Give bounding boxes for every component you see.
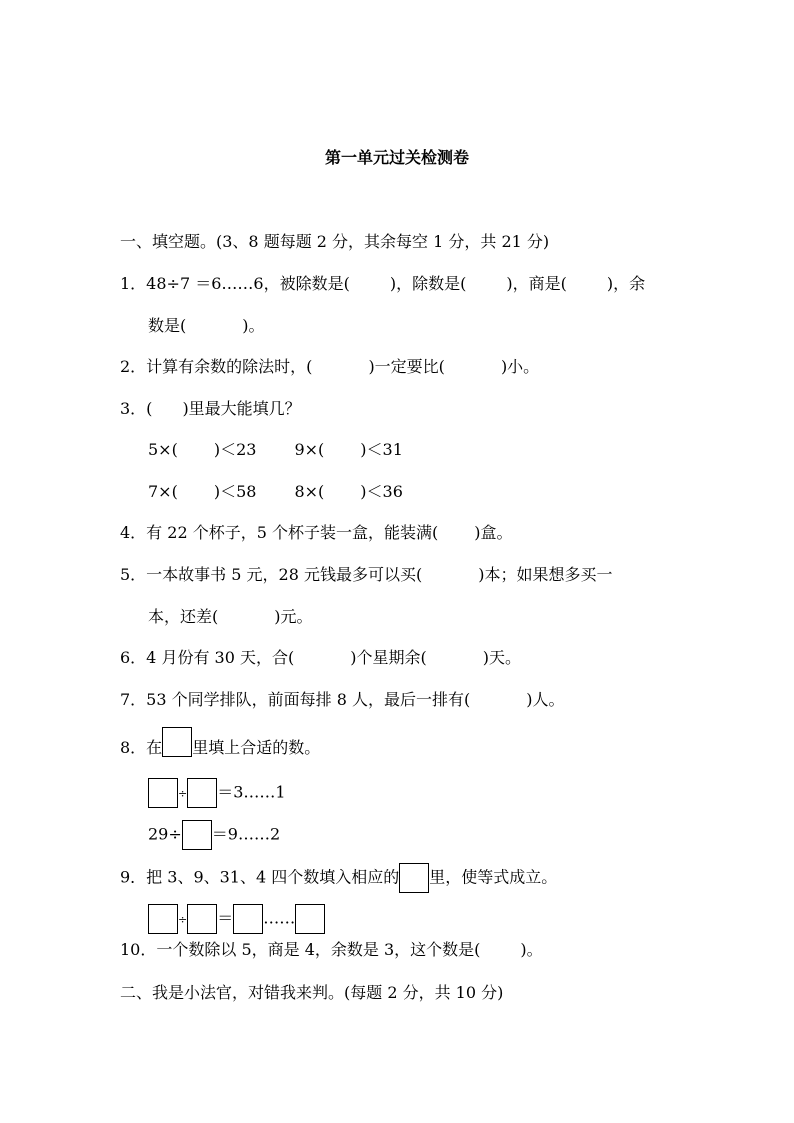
q3-r1b: )＜23 (213, 440, 257, 459)
question-9 (120, 863, 557, 893)
q1-text-b: )，除数是( (389, 274, 467, 293)
q3-r2b: )＜58 (213, 482, 257, 501)
q3-r1d: )＜31 (360, 440, 403, 459)
answer-box[interactable] (187, 904, 217, 934)
question-8-row-2 (148, 820, 280, 850)
q6-text-b: )个星期余( (350, 648, 427, 667)
q4-text-b: )盒。 (474, 523, 513, 542)
q1-text-a: 1．48÷7 ＝6……6，被除数是( (120, 274, 350, 293)
q3-r2d: )＜36 (360, 482, 403, 501)
q6-text-c: )天。 (482, 648, 521, 667)
question-2 (120, 357, 539, 377)
q1-text-e: 数是( (148, 316, 187, 335)
question-1-line-2 (148, 316, 265, 336)
q1-text-f: )。 (242, 316, 265, 335)
question-3-row-1 (148, 440, 403, 460)
q10-text-a: 10．一个数除以 5，商是 4，余数是 3，这个数是( (120, 940, 481, 959)
answer-box[interactable] (233, 904, 263, 934)
question-7 (120, 690, 564, 710)
question-9-equation (148, 904, 325, 934)
divide-sign: ÷ (178, 913, 188, 927)
question-6 (120, 648, 521, 668)
q5-text-b: )本；如果想多买一 (478, 565, 613, 584)
q8-r2-rest: ＝9……2 (211, 824, 281, 844)
question-10 (120, 940, 543, 960)
answer-box[interactable] (295, 904, 325, 934)
q3-r1c: 9×( (294, 440, 325, 459)
question-8 (120, 738, 320, 758)
question-3 (120, 399, 301, 419)
q1-text-c: )，商是( (506, 274, 567, 293)
q7-text-b: )人。 (526, 690, 565, 709)
answer-box-example (399, 863, 429, 893)
q6-text-a: 6．4 月份有 30 天，合( (120, 648, 295, 667)
q5-text-a: 5．一本故事书 5 元，28 元钱最多可以买( (120, 565, 423, 584)
q5-text-d: )元。 (274, 607, 313, 626)
page-title: 第一单元过关检测卷 (324, 148, 469, 167)
question-5-line-2 (148, 607, 313, 627)
q8-text-b: 里填上合适的数。 (192, 738, 321, 757)
answer-box[interactable] (148, 778, 178, 808)
question-3-row-2 (148, 482, 403, 502)
q10-text-b: )。 (520, 940, 543, 959)
q8-r2-text: 29÷ (148, 824, 182, 844)
section-1-heading: 一、填空题。(3、8 题每题 2 分，其余每空 1 分，共 21 分) (120, 232, 550, 251)
answer-box-example (162, 727, 192, 757)
q8-r1-rest: ＝3……1 (217, 782, 286, 802)
divide-sign: ÷ (178, 787, 188, 801)
q3-r2c: 8×( (294, 482, 325, 501)
section-2-heading: 二、我是小法官，对错我来判。(每题 2 分，共 10 分) (120, 983, 504, 1002)
q2-text-c: )小。 (500, 357, 540, 376)
q8-text-a: 8．在 (120, 738, 163, 757)
answer-box[interactable] (187, 778, 217, 808)
q1-text-d: )，余 (606, 274, 646, 293)
answer-box[interactable] (148, 904, 178, 934)
q3-text-a: 3．( (120, 399, 153, 418)
equals-sign: ＝ (217, 908, 234, 928)
question-4 (120, 523, 512, 543)
question-1-line-1 (120, 274, 645, 294)
q9-text-a: 9．把 3、9、31、4 四个数填入相应的 (120, 867, 400, 887)
answer-box[interactable] (182, 820, 212, 850)
q3-r1a: 5×( (148, 440, 178, 459)
q5-text-c: 本，还差( (148, 607, 219, 626)
remainder-dots: …… (263, 908, 296, 928)
q2-text-a: 2．计算有余数的除法时，( (120, 357, 313, 376)
q4-text-a: 4．有 22 个杯子，5 个杯子装一盒，能装满( (120, 523, 439, 542)
q3-r2a: 7×( (148, 482, 178, 501)
q7-text-a: 7．53 个同学排队，前面每排 8 人，最后一排有( (120, 690, 471, 709)
q2-text-b: )一定要比( (368, 357, 445, 376)
question-8-row-1 (148, 778, 286, 808)
q9-text-b: 里，使等式成立。 (429, 867, 558, 887)
q3-text-b: )里最大能填几？ (182, 399, 301, 418)
question-5-line-1 (120, 565, 612, 585)
